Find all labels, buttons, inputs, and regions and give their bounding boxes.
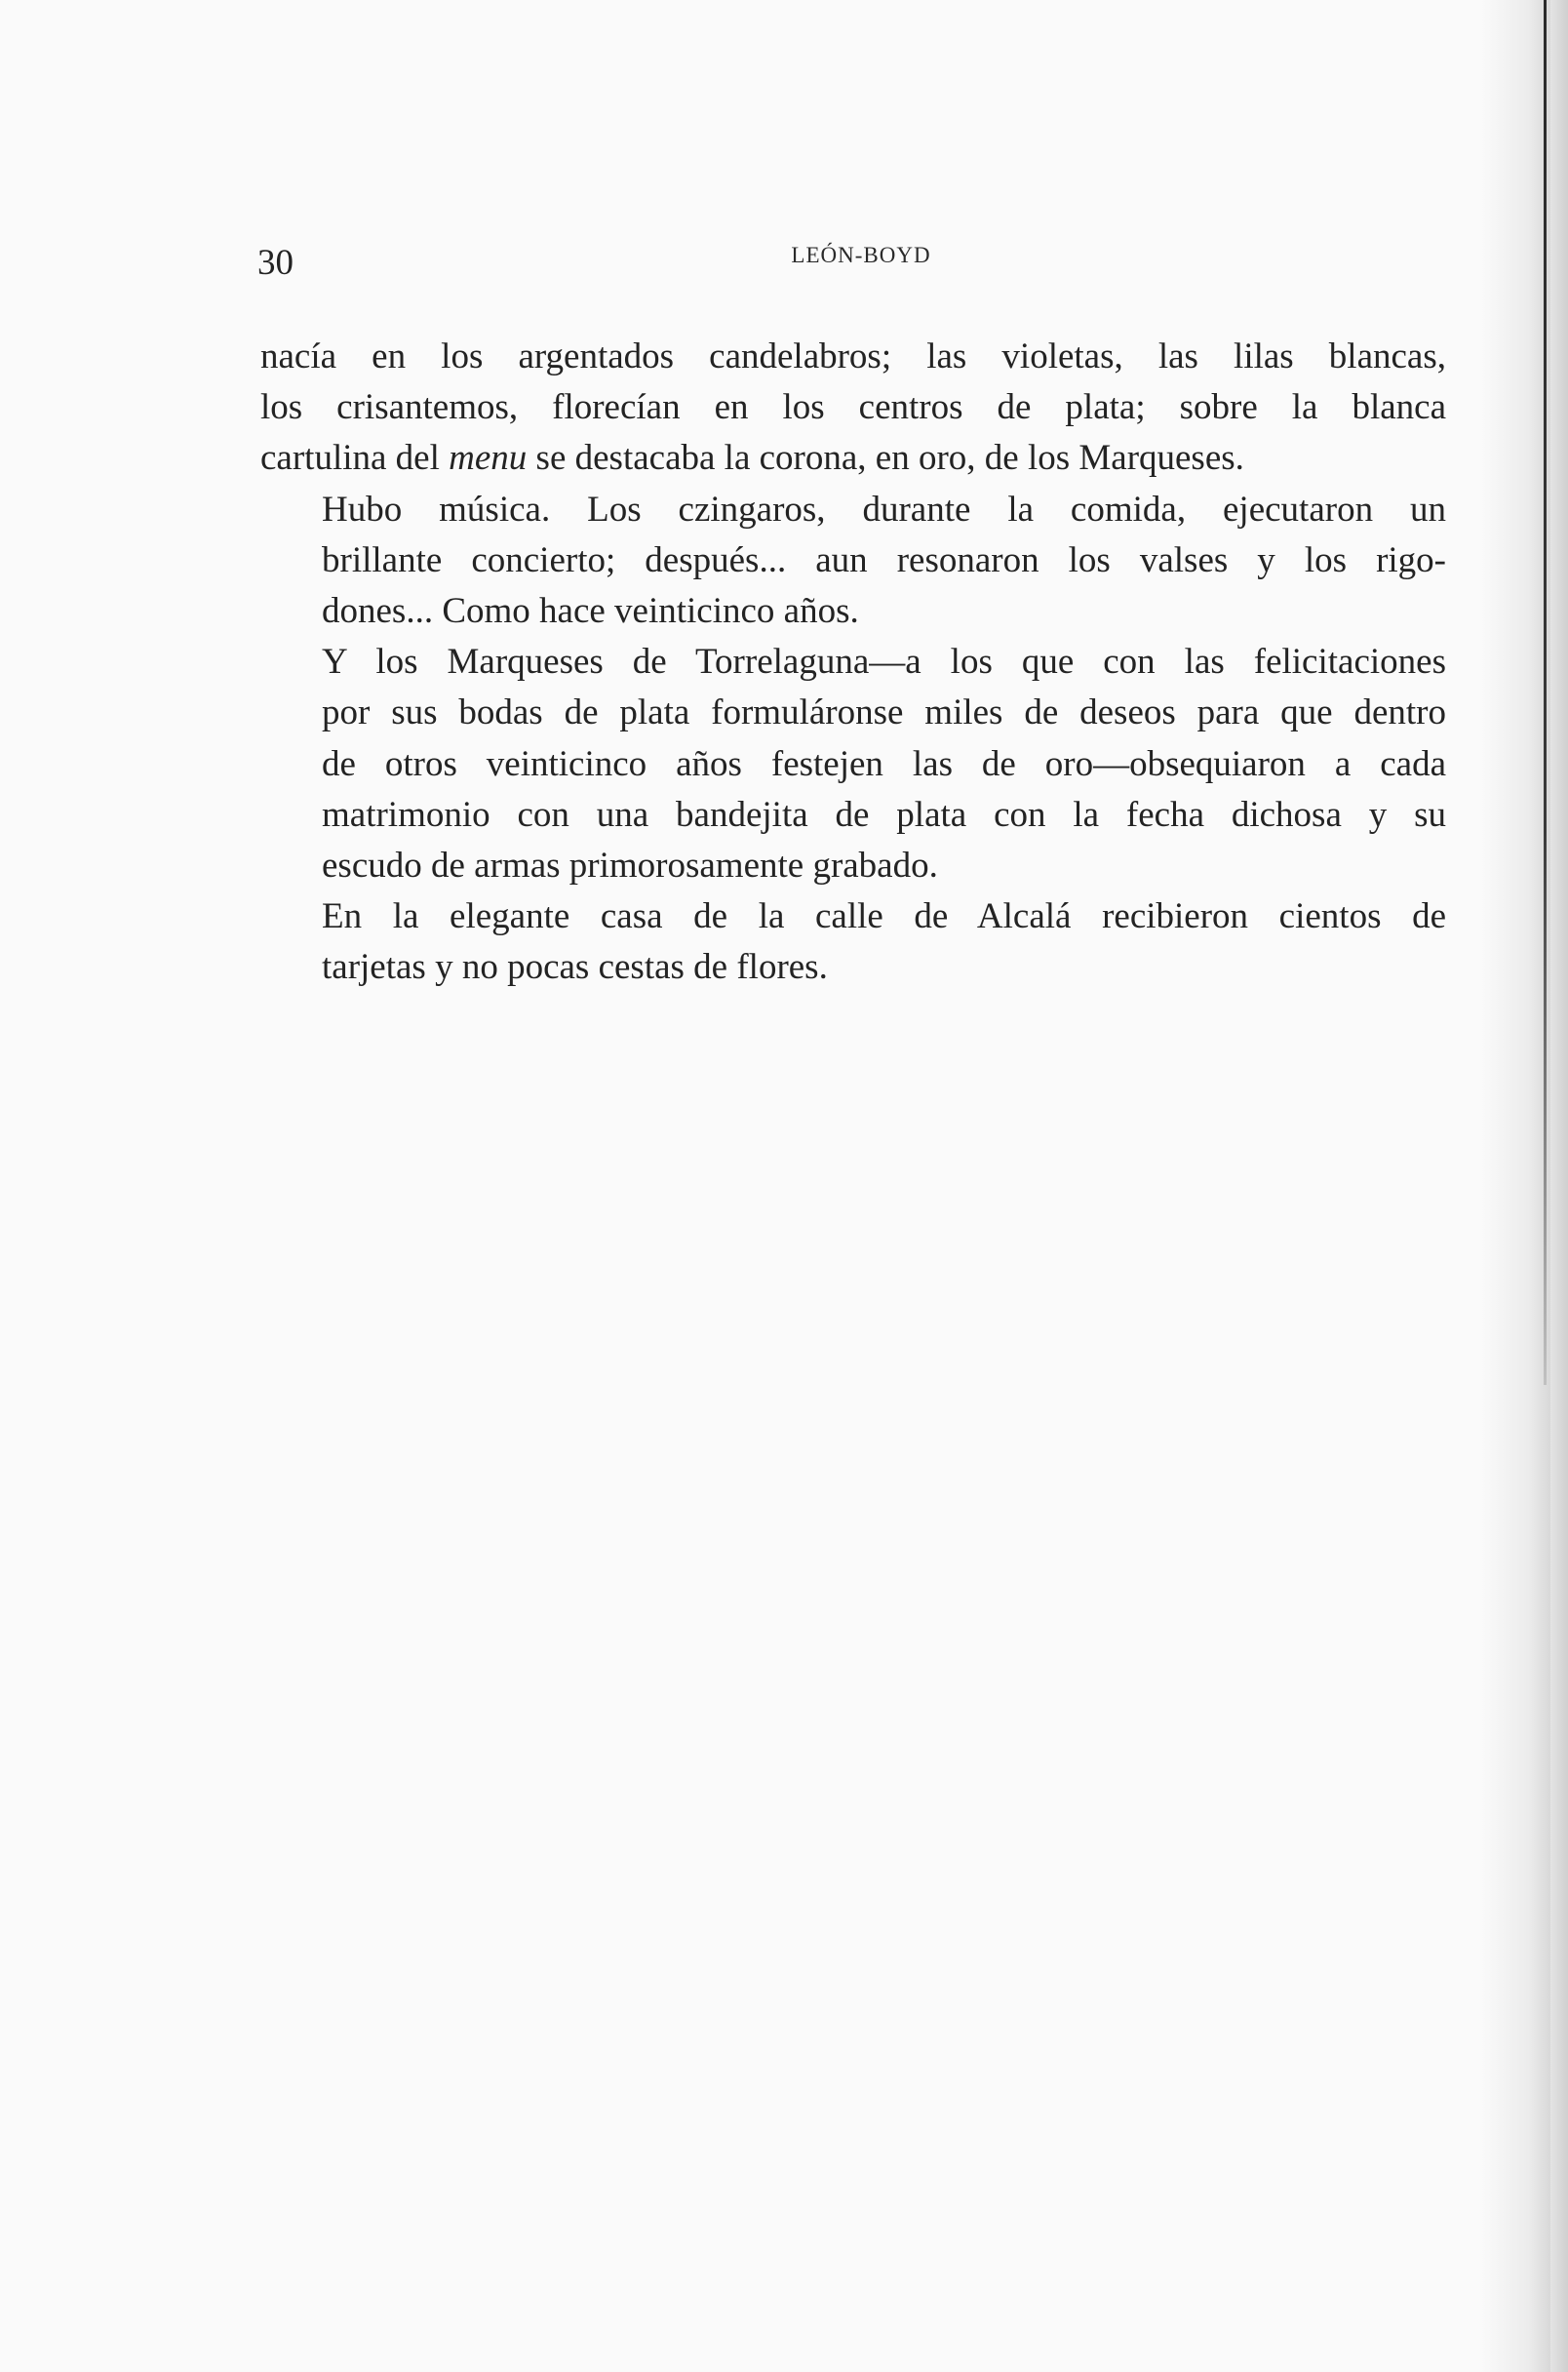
- text-segment: En la elegante casa de la calle de Alcalá recibieron cientos de: [322, 896, 1446, 937]
- text-line: [260, 790, 1446, 841]
- text-line: [260, 382, 1446, 433]
- text-segment: Hubo música. Los czingaros, durante la comida, ejecutaron un: [322, 489, 1446, 530]
- text-segment: por sus bodas de plata formuláronse miles de deseos para que dentro: [322, 692, 1446, 733]
- running-head-title: LEÓN-BOYD: [791, 243, 931, 267]
- page-edge-strip: [1550, 0, 1568, 2372]
- text-line: [260, 332, 1446, 382]
- text-segment: nacía en los argentados candelabros; las violetas, las lilas blancas,: [260, 336, 1446, 376]
- text-line: [260, 433, 1446, 484]
- text-segment: de otros veinticinco años festejen las de oro—obsequiaron a cada: [322, 743, 1446, 784]
- text-segment: Y los Marqueses de Torrelaguna—a los que con las felicitaciones: [322, 642, 1446, 683]
- text-segment: brillante concierto; después... aun resonaron los valses y los rigo-: [322, 539, 1446, 580]
- text-line: [260, 739, 1446, 790]
- text-segment: los crisantemos, florecían en los centros de plata; sobre la blanca: [260, 387, 1446, 428]
- text-segment: escudo de armas primorosamente grabado.: [322, 846, 938, 887]
- text-segment: matrimonio con una bandejita de plata con la fecha dichosa y su: [322, 794, 1446, 835]
- paragraph: [260, 332, 1446, 485]
- text-line: [260, 586, 1446, 637]
- text-line: [260, 535, 1446, 586]
- text-line: [260, 942, 1446, 993]
- text-line: [260, 688, 1446, 738]
- body-text: [260, 332, 1446, 994]
- text-segment: tarjetas y no pocas cestas de flores.: [322, 947, 828, 988]
- text-segment: cartulina del: [260, 438, 450, 479]
- paragraph: [260, 891, 1446, 993]
- text-line: [260, 891, 1446, 942]
- text-segment: se destacaba la corona, en oro, de los Marqueses.: [527, 438, 1244, 479]
- page-number: 30: [257, 243, 294, 283]
- italic-word: menu: [449, 438, 528, 479]
- text-line: [260, 841, 1446, 891]
- text-line: [260, 485, 1446, 535]
- paragraph: [260, 485, 1446, 638]
- paragraph: [260, 637, 1446, 891]
- page-binding-line: [1544, 0, 1547, 1385]
- text-segment: dones... Como hace veinticinco años.: [322, 591, 859, 632]
- text-line: [260, 637, 1446, 688]
